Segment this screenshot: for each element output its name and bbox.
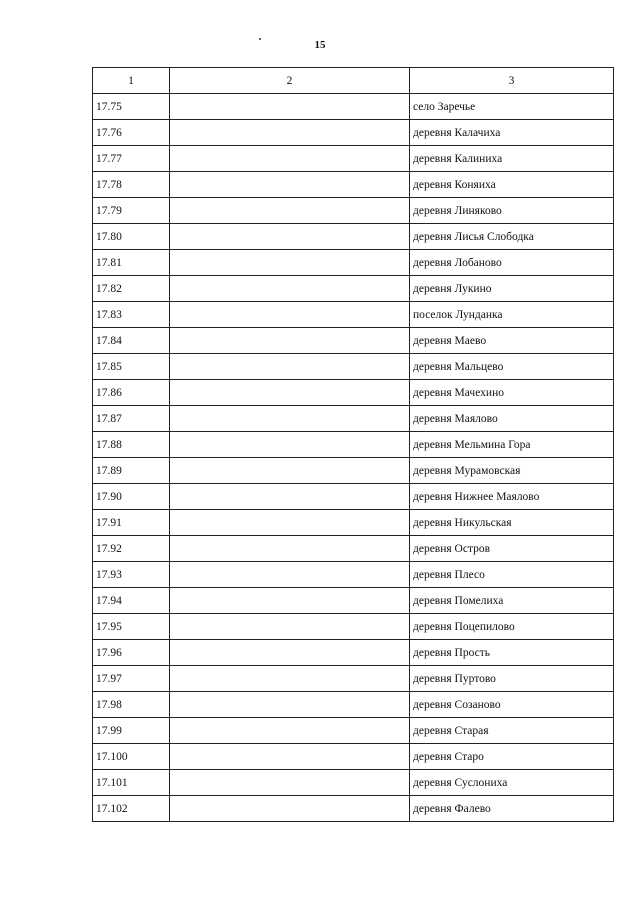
table-row <box>93 640 614 666</box>
column-header-3: 3 <box>410 68 614 94</box>
row-number-cell: 17.82 <box>93 276 170 302</box>
settlement-name-cell: деревня Остров <box>410 536 614 562</box>
table-row <box>93 120 614 146</box>
table-row <box>93 94 614 120</box>
row-column2-cell <box>170 302 410 328</box>
row-column2-cell <box>170 484 410 510</box>
row-column2-cell <box>170 120 410 146</box>
row-column2-cell <box>170 432 410 458</box>
settlement-name-cell: деревня Мельмина Гора <box>410 432 614 458</box>
row-column2-cell <box>170 406 410 432</box>
row-number-cell: 17.80 <box>93 224 170 250</box>
settlement-name-cell: деревня Линяково <box>410 198 614 224</box>
table-row <box>93 302 614 328</box>
settlement-name-cell: деревня Калачиха <box>410 120 614 146</box>
settlements-table <box>92 67 614 822</box>
settlement-name-cell: деревня Прость <box>410 640 614 666</box>
table-row <box>93 458 614 484</box>
row-column2-cell <box>170 224 410 250</box>
row-column2-cell <box>170 354 410 380</box>
table-row <box>93 796 614 822</box>
table-row <box>93 718 614 744</box>
row-number-cell: 17.90 <box>93 484 170 510</box>
settlement-name-cell: деревня Мальцево <box>410 354 614 380</box>
settlement-name-cell: деревня Лисья Слободка <box>410 224 614 250</box>
settlement-name-cell: деревня Маялово <box>410 406 614 432</box>
row-number-cell: 17.91 <box>93 510 170 536</box>
row-number-cell: 17.81 <box>93 250 170 276</box>
row-number-cell: 17.101 <box>93 770 170 796</box>
settlement-name-cell: деревня Помелиха <box>410 588 614 614</box>
settlement-name-cell: деревня Плесо <box>410 562 614 588</box>
row-column2-cell <box>170 692 410 718</box>
table-row <box>93 354 614 380</box>
settlement-name-cell: деревня Лукино <box>410 276 614 302</box>
table-row <box>93 770 614 796</box>
settlement-name-cell: деревня Старая <box>410 718 614 744</box>
column-header-2: 2 <box>170 68 410 94</box>
row-column2-cell <box>170 276 410 302</box>
row-number-cell: 17.93 <box>93 562 170 588</box>
row-number-cell: 17.97 <box>93 666 170 692</box>
row-column2-cell <box>170 380 410 406</box>
table-row <box>93 172 614 198</box>
table-row <box>93 744 614 770</box>
row-number-cell: 17.84 <box>93 328 170 354</box>
settlement-name-cell: деревня Фалево <box>410 796 614 822</box>
table-row <box>93 380 614 406</box>
row-column2-cell <box>170 198 410 224</box>
table-row <box>93 666 614 692</box>
row-column2-cell <box>170 146 410 172</box>
row-column2-cell <box>170 640 410 666</box>
row-number-cell: 17.76 <box>93 120 170 146</box>
page-number: 15 <box>314 39 326 51</box>
table-row <box>93 510 614 536</box>
row-number-cell: 17.86 <box>93 380 170 406</box>
table-row <box>93 406 614 432</box>
row-column2-cell <box>170 614 410 640</box>
row-number-cell: 17.87 <box>93 406 170 432</box>
settlement-name-cell: деревня Лобаново <box>410 250 614 276</box>
row-number-cell: 17.83 <box>93 302 170 328</box>
settlement-name-cell: деревня Мурамовская <box>410 458 614 484</box>
row-column2-cell <box>170 588 410 614</box>
settlement-name-cell: деревня Никульская <box>410 510 614 536</box>
row-number-cell: 17.98 <box>93 692 170 718</box>
table-row <box>93 562 614 588</box>
settlement-name-cell: деревня Поцепилово <box>410 614 614 640</box>
row-number-cell: 17.89 <box>93 458 170 484</box>
settlement-name-cell: поселок Лунданка <box>410 302 614 328</box>
settlement-name-cell: деревня Мачехино <box>410 380 614 406</box>
row-column2-cell <box>170 718 410 744</box>
row-number-cell: 17.95 <box>93 614 170 640</box>
row-number-cell: 17.78 <box>93 172 170 198</box>
column-header-1: 1 <box>93 68 170 94</box>
row-number-cell: 17.96 <box>93 640 170 666</box>
row-column2-cell <box>170 796 410 822</box>
row-column2-cell <box>170 328 410 354</box>
settlement-name-cell: деревня Пуртово <box>410 666 614 692</box>
table-row <box>93 614 614 640</box>
row-column2-cell <box>170 458 410 484</box>
row-column2-cell <box>170 744 410 770</box>
row-column2-cell <box>170 510 410 536</box>
table-row <box>93 276 614 302</box>
table-row <box>93 250 614 276</box>
settlement-name-cell: деревня Старо <box>410 744 614 770</box>
table-row <box>93 536 614 562</box>
table-row <box>93 588 614 614</box>
settlement-name-cell: село Заречье <box>410 94 614 120</box>
row-number-cell: 17.85 <box>93 354 170 380</box>
row-number-cell: 17.92 <box>93 536 170 562</box>
settlement-name-cell: деревня Коняиха <box>410 172 614 198</box>
row-number-cell: 17.88 <box>93 432 170 458</box>
row-column2-cell <box>170 562 410 588</box>
row-column2-cell <box>170 770 410 796</box>
table-row <box>93 146 614 172</box>
table-row <box>93 198 614 224</box>
settlement-name-cell: деревня Калиниха <box>410 146 614 172</box>
settlement-name-cell: деревня Созаново <box>410 692 614 718</box>
table-row <box>93 328 614 354</box>
table-header-row <box>93 68 614 94</box>
table-row <box>93 224 614 250</box>
settlement-name-cell: деревня Маево <box>410 328 614 354</box>
table-row <box>93 432 614 458</box>
row-number-cell: 17.77 <box>93 146 170 172</box>
settlement-name-cell: деревня Суслониха <box>410 770 614 796</box>
row-column2-cell <box>170 94 410 120</box>
row-number-cell: 17.75 <box>93 94 170 120</box>
row-number-cell: 17.99 <box>93 718 170 744</box>
row-number-cell: 17.102 <box>93 796 170 822</box>
row-column2-cell <box>170 172 410 198</box>
row-column2-cell <box>170 250 410 276</box>
row-number-cell: 17.94 <box>93 588 170 614</box>
table-row <box>93 692 614 718</box>
table-row <box>93 484 614 510</box>
row-column2-cell <box>170 536 410 562</box>
row-number-cell: 17.79 <box>93 198 170 224</box>
settlement-name-cell: деревня Нижнее Маялово <box>410 484 614 510</box>
row-column2-cell <box>170 666 410 692</box>
row-number-cell: 17.100 <box>93 744 170 770</box>
